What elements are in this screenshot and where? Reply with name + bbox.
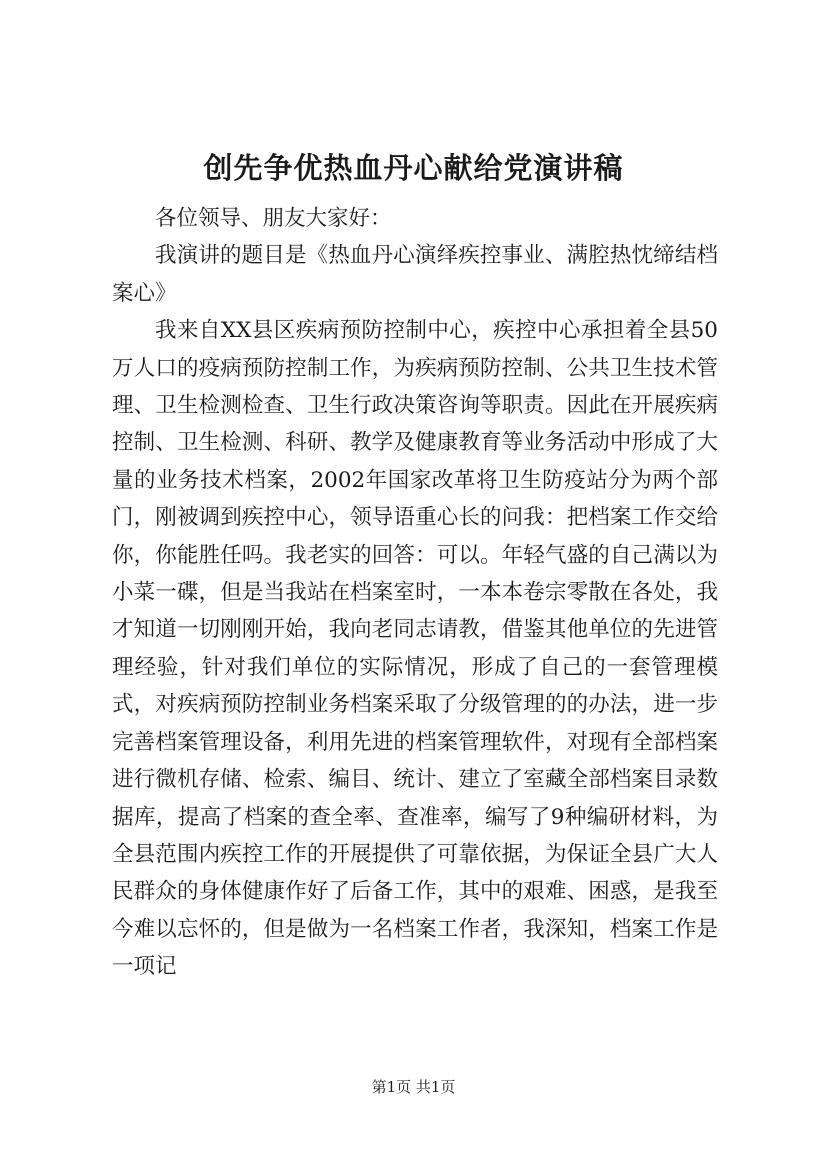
document-title: 创先争优热血丹心献给党演讲稿 [203,151,624,185]
salutation-paragraph: 各位领导、朋友大家好： [155,206,392,231]
topic-paragraph: 我演讲的题目是《热血丹心演绎疾控事业、满腔热忱缔结档案心》 [112,243,718,306]
page-footer: 第1页 共1页 [371,1078,456,1096]
document-body [112,200,718,986]
body-paragraph: 我来自XX县区疾病预防控制中心，疾控中心承担着全县50万人口的疫病预防控制工作，为疾病预防控制、公共卫生技术管理、卫生检测检查、卫生行政决策咨询等职责。因此在开展疾病控制、卫生检测、科研、教学及健康教育等业务活动中形成了大量的业务技术档案，2002年国家改革将卫生防疫站分为两个部门，刚被调到疾控中心，领导语重心长的问我：把档案工作交给你，你能胜任吗。我老实的回答：可以。年轻气盛的自己满以为小菜一碟，但是当我站在档案室时，一本本卷宗零散在各处，我才知道一切刚刚开始，我向老同志请教，借鉴其他单位的先进管理经验，针对我们单位的实际情况，形成了自己的一套管理模式，对疾病预防控制业务档案采取了分级管理的的办法，进一步完善档案管理设备，利用先进的档案管理软件，对现有全部档案进行微机存储、检索、编目、统计、建立了室藏全部档案目录数据库，提高了档案的查全率、查准率，编写了9种编研材料，为全县范围内疾控工作的开展提供了可靠依据，为保证全县广大人民群众的身体健康作好了后备工作，其中的艰难、困惑，是我至今难以忘怀的，但是做为一名档案工作者，我深知，档案工作是一项记 [112,318,718,980]
